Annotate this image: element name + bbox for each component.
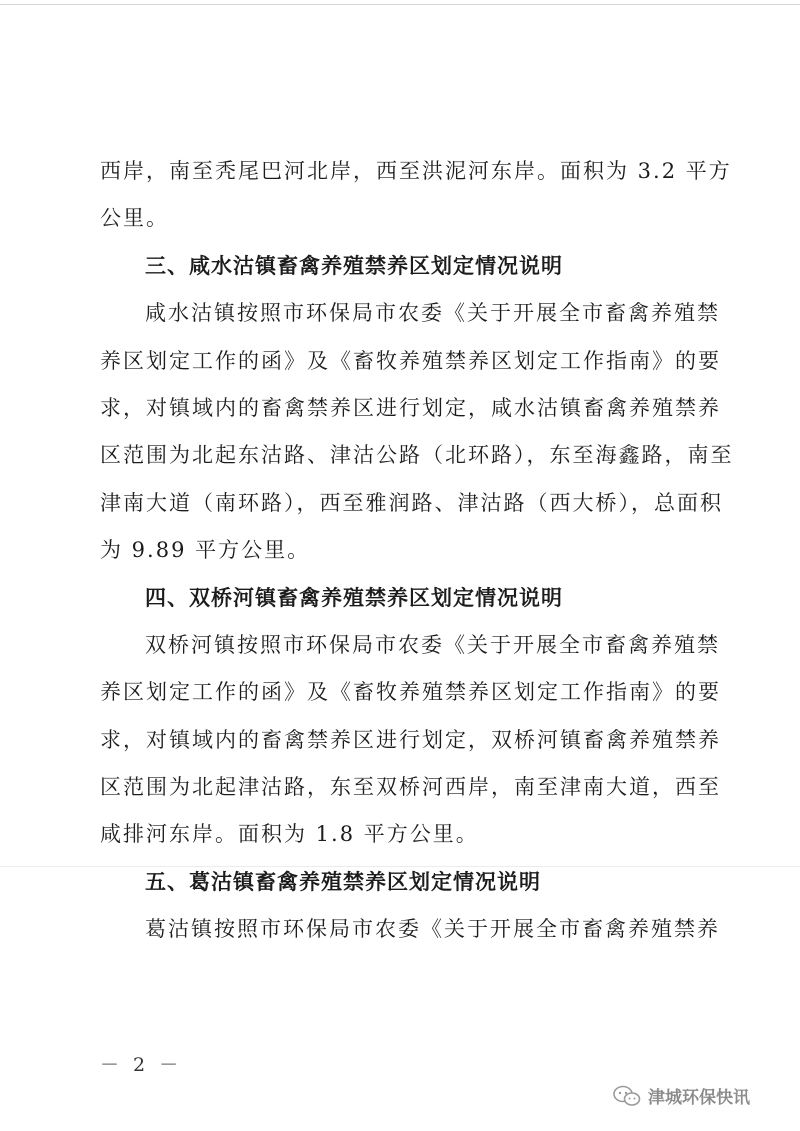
document-body bbox=[100, 148, 734, 954]
scan-edge-line bbox=[0, 4, 800, 5]
section-heading-4: 四、双桥河镇畜禽养殖禁养区划定情况说明 bbox=[145, 585, 563, 610]
text-line: 求，对镇域内的畜禽禁养区进行划定，双桥河镇畜禽养殖禁养 bbox=[100, 727, 721, 752]
text-line: 公里。 bbox=[100, 206, 169, 231]
text-line: 西岸，南至秃尾巴河北岸，西至洪泥河东岸。面积为 3.2 平方 bbox=[100, 159, 732, 183]
text-line: 葛沽镇按照市环保局市农委《关于开展全市畜禽养殖禁养 bbox=[145, 917, 720, 942]
text-line: 养区划定工作的函》及《畜牧养殖禁养区划定工作指南》的要 bbox=[100, 680, 721, 705]
text-line: 区范围为北起东沽路、津沽公路（北环路），东至海鑫路，南至 bbox=[100, 443, 734, 468]
text-line: 津南大道（南环路），西至雅润路、津沽路（西大桥），总面积 bbox=[100, 490, 723, 515]
section-heading-3: 三、咸水沽镇畜禽养殖禁养区划定情况说明 bbox=[145, 253, 563, 278]
watermark-text: 津城环保快讯 bbox=[648, 1088, 750, 1108]
text-line: 咸水沽镇按照市环保局市农委《关于开展全市畜禽养殖禁 bbox=[145, 301, 720, 326]
text-line: 养区划定工作的函》及《畜牧养殖禁养区划定工作指南》的要 bbox=[100, 348, 721, 373]
page-number: － 2 － bbox=[100, 1054, 183, 1076]
watermark bbox=[612, 1083, 750, 1108]
text-line: 求，对镇域内的畜禽禁养区进行划定，咸水沽镇畜禽养殖禁养 bbox=[100, 395, 721, 420]
text-line: 咸排河东岸。面积为 1.8 平方公里。 bbox=[100, 822, 479, 847]
text-line: 区范围为北起津沽路，东至双桥河西岸，南至津南大道，西至 bbox=[100, 775, 721, 800]
section-heading-5: 五、葛沽镇畜禽养殖禁养区划定情况说明 bbox=[145, 869, 541, 894]
text-line: 双桥河镇按照市环保局市农委《关于开展全市畜禽养殖禁 bbox=[145, 632, 720, 657]
text-line: 为 9.89 平方公里。 bbox=[100, 538, 311, 563]
wechat-icon bbox=[612, 1085, 642, 1107]
